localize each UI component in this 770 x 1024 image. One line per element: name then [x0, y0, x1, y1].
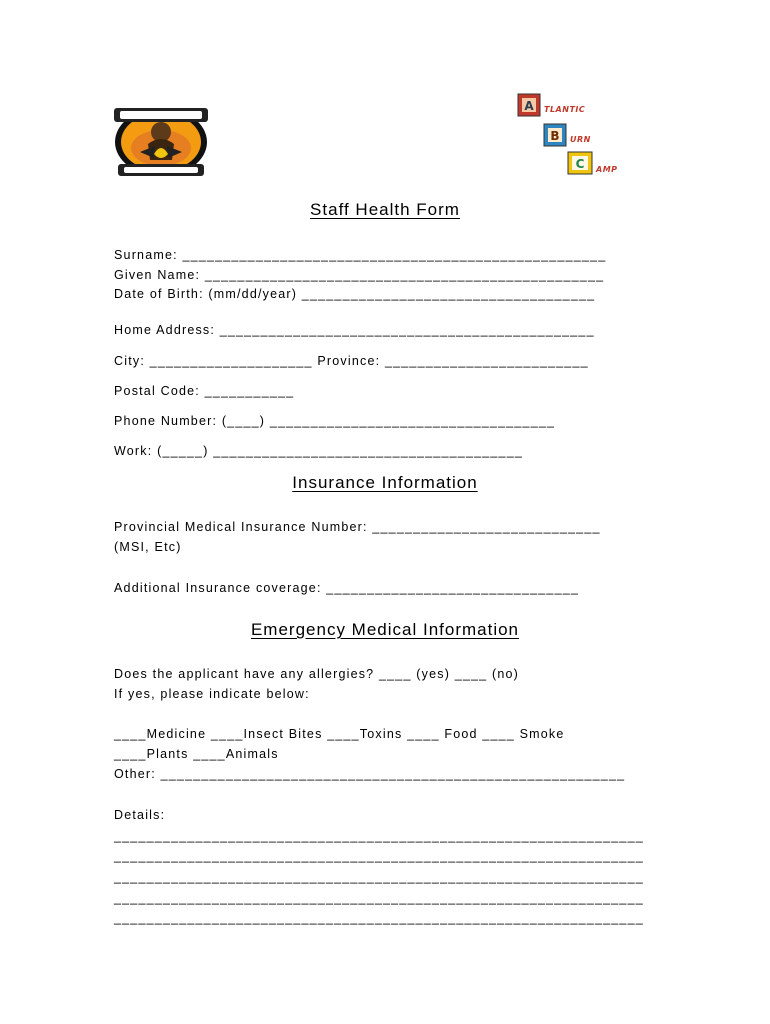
- block-letter-a: A: [524, 99, 534, 113]
- details-line-2[interactable]: _________________________________________________________________: [114, 849, 644, 863]
- city-province-field[interactable]: City: ____________________ Province: _________________________: [114, 354, 589, 368]
- details-line-5[interactable]: _________________________________________________________________: [114, 911, 644, 925]
- msi-note: (MSI, Etc): [114, 540, 182, 554]
- indicate-below-label: If yes, please indicate below:: [114, 687, 310, 701]
- camp-badge-logo-icon: [110, 102, 212, 180]
- home-address-field[interactable]: Home Address: ______________________________________________: [114, 323, 595, 337]
- logo-word-amp: AMP: [596, 165, 618, 174]
- msi-number-field[interactable]: Provincial Medical Insurance Number: ____________________________: [114, 520, 601, 534]
- insurance-heading: Insurance Information: [292, 473, 478, 492]
- allergies-question[interactable]: Does the applicant have any allergies? ____ (yes) ____ (no): [114, 667, 520, 681]
- logo-word-urn: URN: [570, 135, 591, 144]
- form-title: Staff Health Form: [310, 200, 460, 219]
- abc-blocks-logo-icon: [516, 92, 642, 182]
- block-letter-c: C: [575, 157, 585, 171]
- logo-word-tlantic: TLANTIC: [544, 105, 586, 114]
- work-phone-field[interactable]: Work: (_____) ______________________________________: [114, 444, 524, 458]
- date-of-birth-field[interactable]: Date of Birth: (mm/dd/year) ____________________________________: [114, 287, 596, 301]
- surname-field[interactable]: Surname: ____________________________________________________: [114, 248, 607, 262]
- emergency-heading: Emergency Medical Information: [250, 620, 520, 639]
- postal-code-field[interactable]: Postal Code: ___________: [114, 384, 295, 398]
- details-label: Details:: [114, 808, 166, 822]
- details-line-3[interactable]: _________________________________________________________________: [114, 870, 644, 884]
- allergy-types-row-2[interactable]: ____Plants ____Animals: [114, 747, 279, 761]
- block-letter-b: B: [550, 129, 560, 143]
- phone-number-field[interactable]: Phone Number: (____) ___________________________________: [114, 414, 556, 428]
- additional-insurance-field[interactable]: Additional Insurance coverage: _______________________________: [114, 581, 580, 595]
- allergy-types-row-1[interactable]: ____Medicine ____Insect Bites ____Toxins ____ Food ____ Smoke: [114, 727, 565, 741]
- details-line-4[interactable]: _________________________________________________________________: [114, 891, 644, 905]
- other-allergy-field[interactable]: Other: _________________________________________________________: [114, 767, 626, 781]
- details-line-1[interactable]: _________________________________________________________________: [114, 829, 644, 843]
- given-name-field[interactable]: Given Name: _________________________________________________: [114, 268, 605, 282]
